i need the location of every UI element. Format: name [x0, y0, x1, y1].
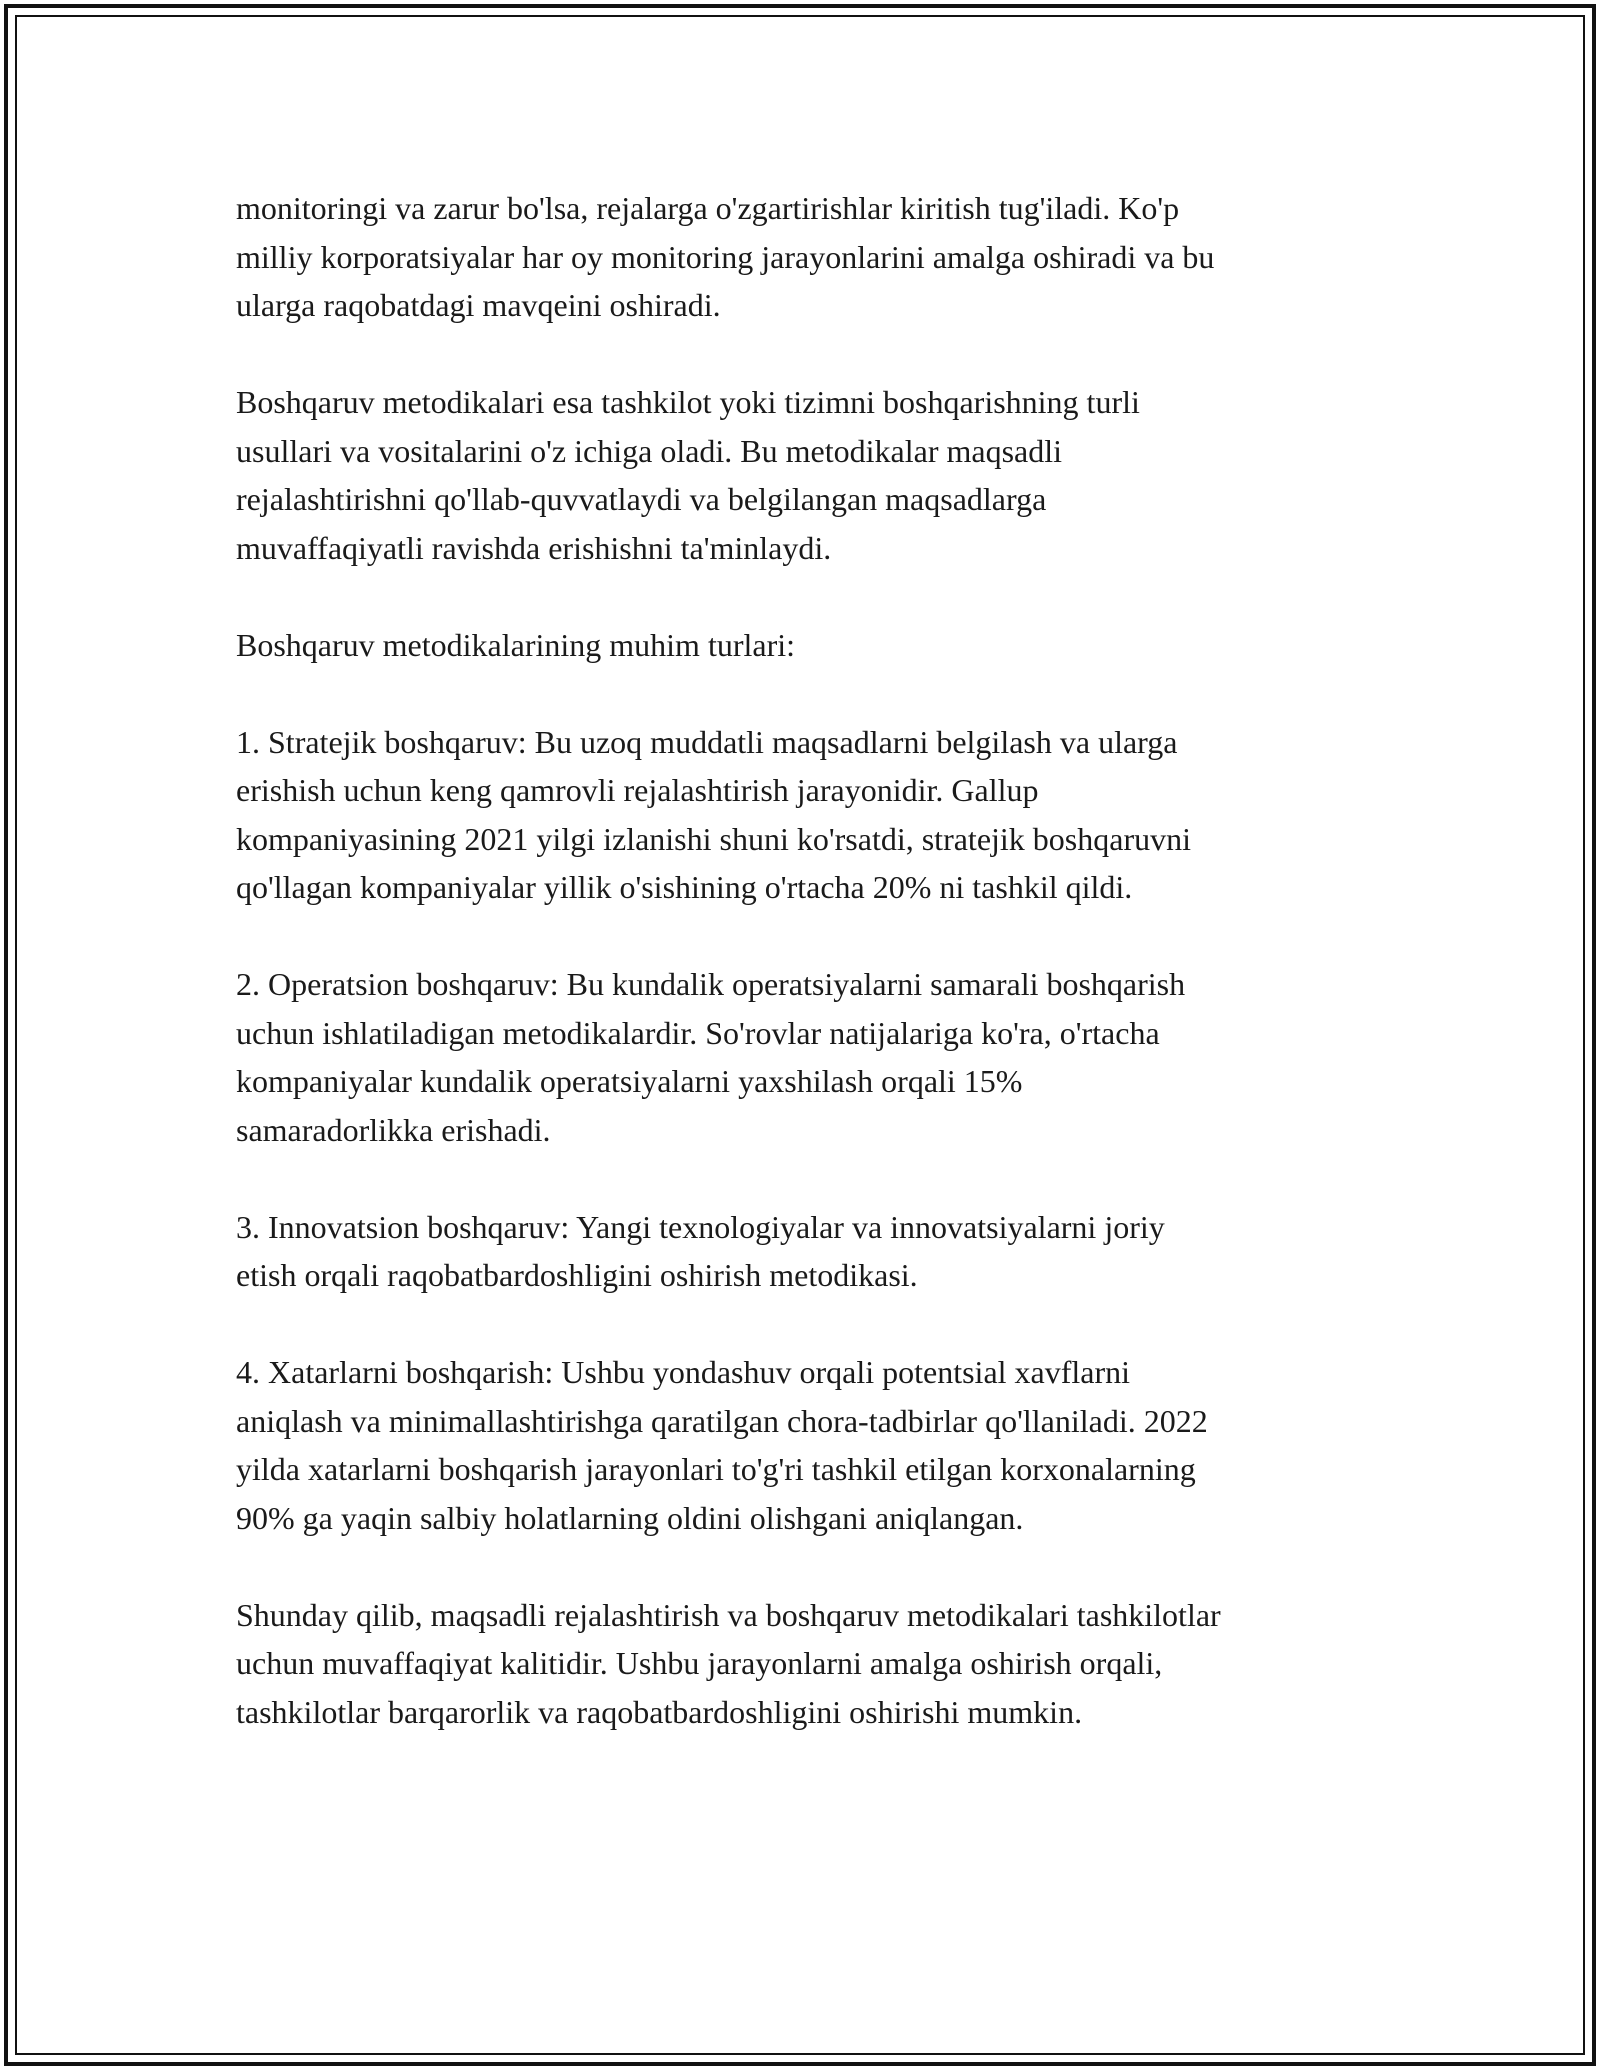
paragraph-management-methods: Boshqaruv metodikalari esa tashkilot yoki tizimni boshqarishning turli usullari va vositalarini o'z ichiga oladi. Bu metodikalar maqsadli rejalashtirishni qo'llab-quvvatlaydi va belgilangan maqsadlarga muvaffaqiyatli ravishda erishishni ta'minlaydi. [236, 384, 1140, 566]
paragraph-monitoring: monitoringi va zarur bo'lsa, rejalarga o'zgartirishlar kiritish tug'iladi. Ko'p milliy korporatsiyalar har oy monitoring jarayonlarini amalga oshiradi va bu ularga raqobatdagi mavqeini oshiradi. [236, 190, 1215, 323]
paragraph-conclusion: Shunday qilib, maqsadli rejalashtirish va boshqaruv metodikalari tashkilotlar uchun muvaffaqiyat kalitidir. Ushbu jarayonlarni amalga oshirish orqali, tashkilotlar barqarorlik va raqobatbardoshligini oshirishi mumkin. [236, 1596, 1221, 1730]
paragraph-types-heading: Boshqaruv metodikalarining muhim turlari: [236, 626, 796, 663]
list-item-strategic-management: 1. Stratejik boshqaruv: Bu uzoq muddatli maqsadlarni belgilash va ularga erishish uchun keng qamrovli rejalashtirish jarayonidir. Gallup kompaniyasining 2021 yilgi izlanishi shuni ko'rsatdi, stratejik boshqaruvni qo'llagan kompaniyalar yillik o'sishining o'rtacha 20% ni tashkil qildi. [236, 723, 1191, 905]
list-item-operational-management: 2. Operatsion boshqaruv: Bu kundalik operatsiyalarni samarali boshqarish uchun ishlatiladigan metodikalardir. So'rovlar natijalariga ko'ra, o'rtacha kompaniyalar kundalik operatsiyalarni yaxshilash orqali 15% samaradorlikka erishadi. [236, 966, 1186, 1148]
list-item-innovation-management: 3. Innovatsion boshqaruv: Yangi texnologiyalar va innovatsiyalarni joriy etish orqali raqobatbardoshligini oshirish metodikasi. [236, 1208, 1165, 1293]
list-item-risk-management: 4. Xatarlarni boshqarish: Ushbu yondashuv orqali potentsial xavflarni aniqlash va minimallashtirishga qaratilgan chora-tadbirlar qo'llaniladi. 2022 yilda xatarlarni boshqarish jarayonlari to'g'ri tashkil etilgan korxonalarning 90% ga yaqin salbiy holatlarning oldini olishgani aniqlangan. [236, 1354, 1208, 1536]
document-body [236, 184, 1386, 1785]
